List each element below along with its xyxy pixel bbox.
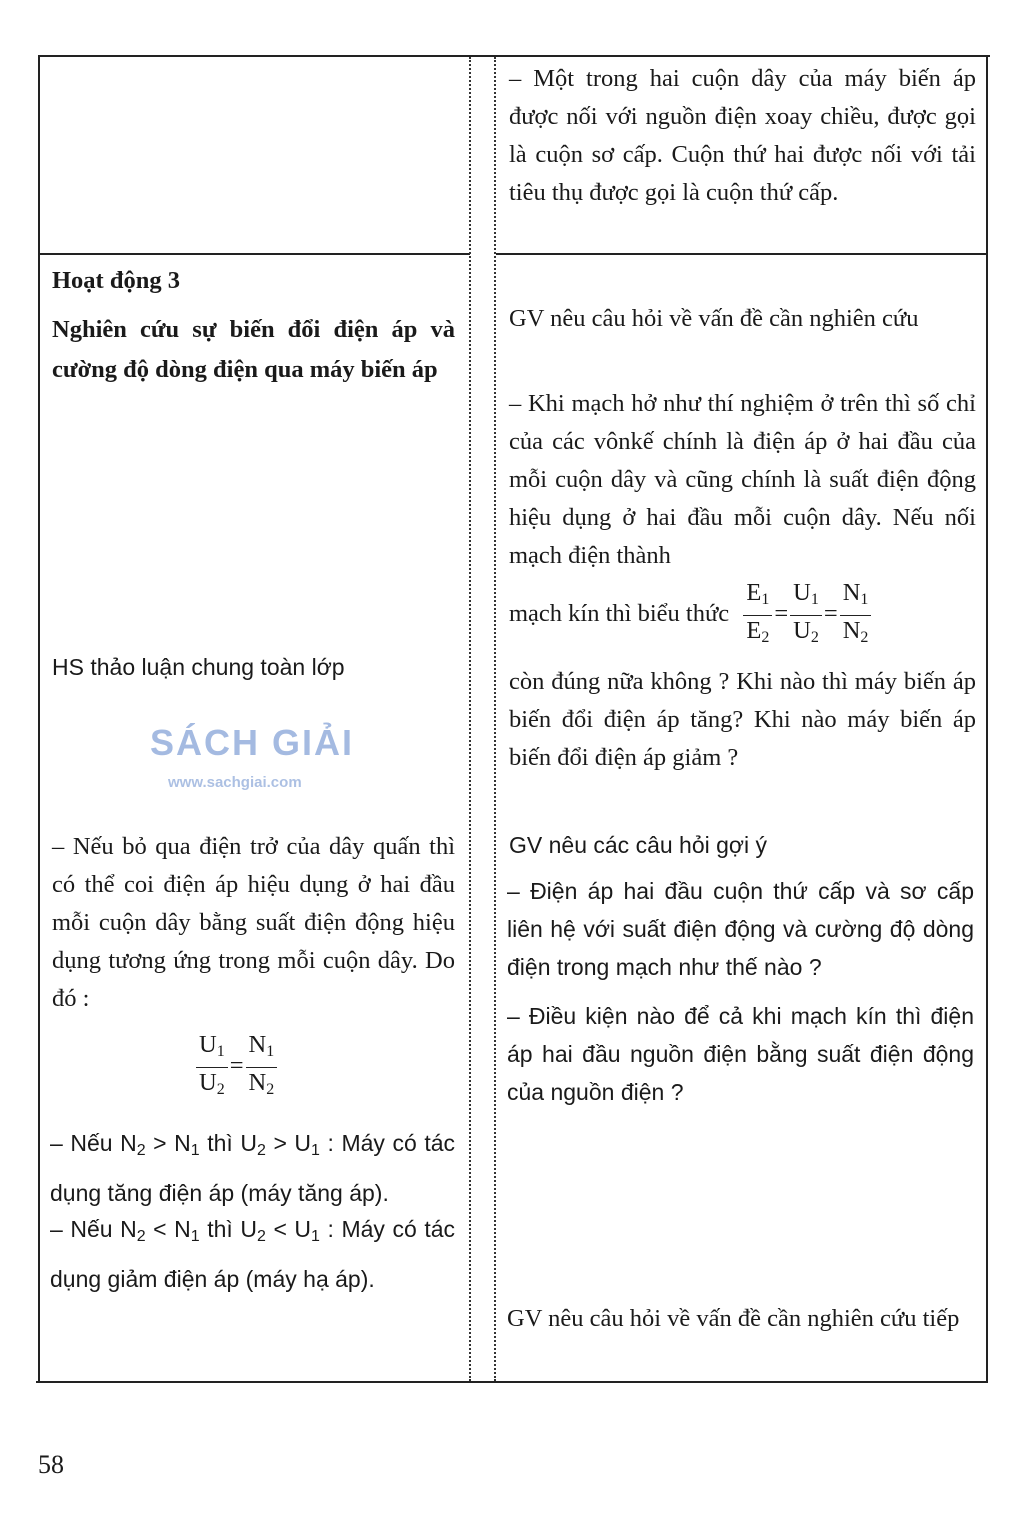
row1-right-text: – Một trong hai cuộn dây của máy biến áp được nối với nguồn điện xoay chiều, được gọi là cuộn sơ cấp. Cuộn thứ hai được nối với tải tiêu thụ được gọi là cuộn thứ cấp. [509, 65, 976, 206]
question-formula-line: mạch kín thì biểu thức $\frac{E_1}{E_2}$ = $\frac{U_1}{U_2}$ = $\frac{N_1}{N_2}$ [509, 578, 976, 653]
step-up-case: – Nếu $N_2 > N_1$ thì $U_2 > U_1$ : Máy có tác dụng tăng điện áp (máy tăng áp). [50, 1130, 455, 1206]
table-top-border [38, 55, 990, 57]
page-number: 58 [38, 1450, 64, 1479]
column-divider-dotted-right [494, 57, 496, 1381]
explanation-text: – Nếu bỏ qua điện trở của dây quấn thì có thể coi điện áp hiệu dụng ở hai đầu mỗi cuộn dây bằng suất điện động hiệu dụng tương ứng trong mỗi cuộn dây. Do đó : [52, 833, 455, 1012]
table-bottom-border [36, 1381, 988, 1383]
hint-1: – Điện áp hai đầu cuộn thứ cấp và sơ cấp liên hệ với suất điện động và cường độ dòng điện trong mạch như thế nào ? [507, 878, 974, 980]
question-text-cont: còn đúng nữa không ? Khi nào thì máy biến áp biến đổi điện áp tăng? Khi nào máy biến áp biến đổi điện áp giảm ? [509, 668, 976, 771]
watermark-url: www.sachgiai.com [168, 774, 302, 791]
hint-intro: GV nêu các câu hỏi gợi ý [509, 832, 767, 858]
ratio-formula: $\frac{U_1}{U_2}$ = $\frac{N_1}{N_2}$ [194, 1030, 279, 1105]
row-divider-right [496, 253, 988, 255]
question-intro: GV nêu câu hỏi về vấn đề cần nghiên cứu [509, 305, 919, 332]
row-divider-left [38, 253, 470, 255]
step-down-case: – Nếu $N_2 < N_1$ thì $U_2 < U_1$ : Máy có tác dụng giảm điện áp (máy hạ áp). [50, 1216, 455, 1292]
column-divider-dotted-left [469, 57, 471, 1381]
activity-heading: Nghiên cứu sự biến đổi điện áp và cường độ dòng điện qua máy biến áp [52, 316, 455, 383]
activity-label: Hoạt động 3 [52, 267, 180, 294]
watermark-logo: SÁCH GIẢI [150, 722, 355, 763]
question-text: – Khi mạch hở như thí nghiệm ở trên thì số chỉ của các vônkế chính là điện áp ở hai đầu của mỗi cuộn dây và cũng chính là suất điện động hiệu dụng ở hai đầu mỗi cuộn dây. Nếu nối mạch điện thành [509, 390, 976, 569]
discussion-text: HS thảo luận chung toàn lớp [52, 654, 345, 680]
hint-2: – Điều kiện nào để cả khi mạch kín thì điện áp hai đầu nguồn điện bằng suất điện động của nguồn điện ? [507, 1003, 974, 1105]
next-question: GV nêu câu hỏi về vấn đề cần nghiên cứu tiếp [507, 1305, 960, 1332]
